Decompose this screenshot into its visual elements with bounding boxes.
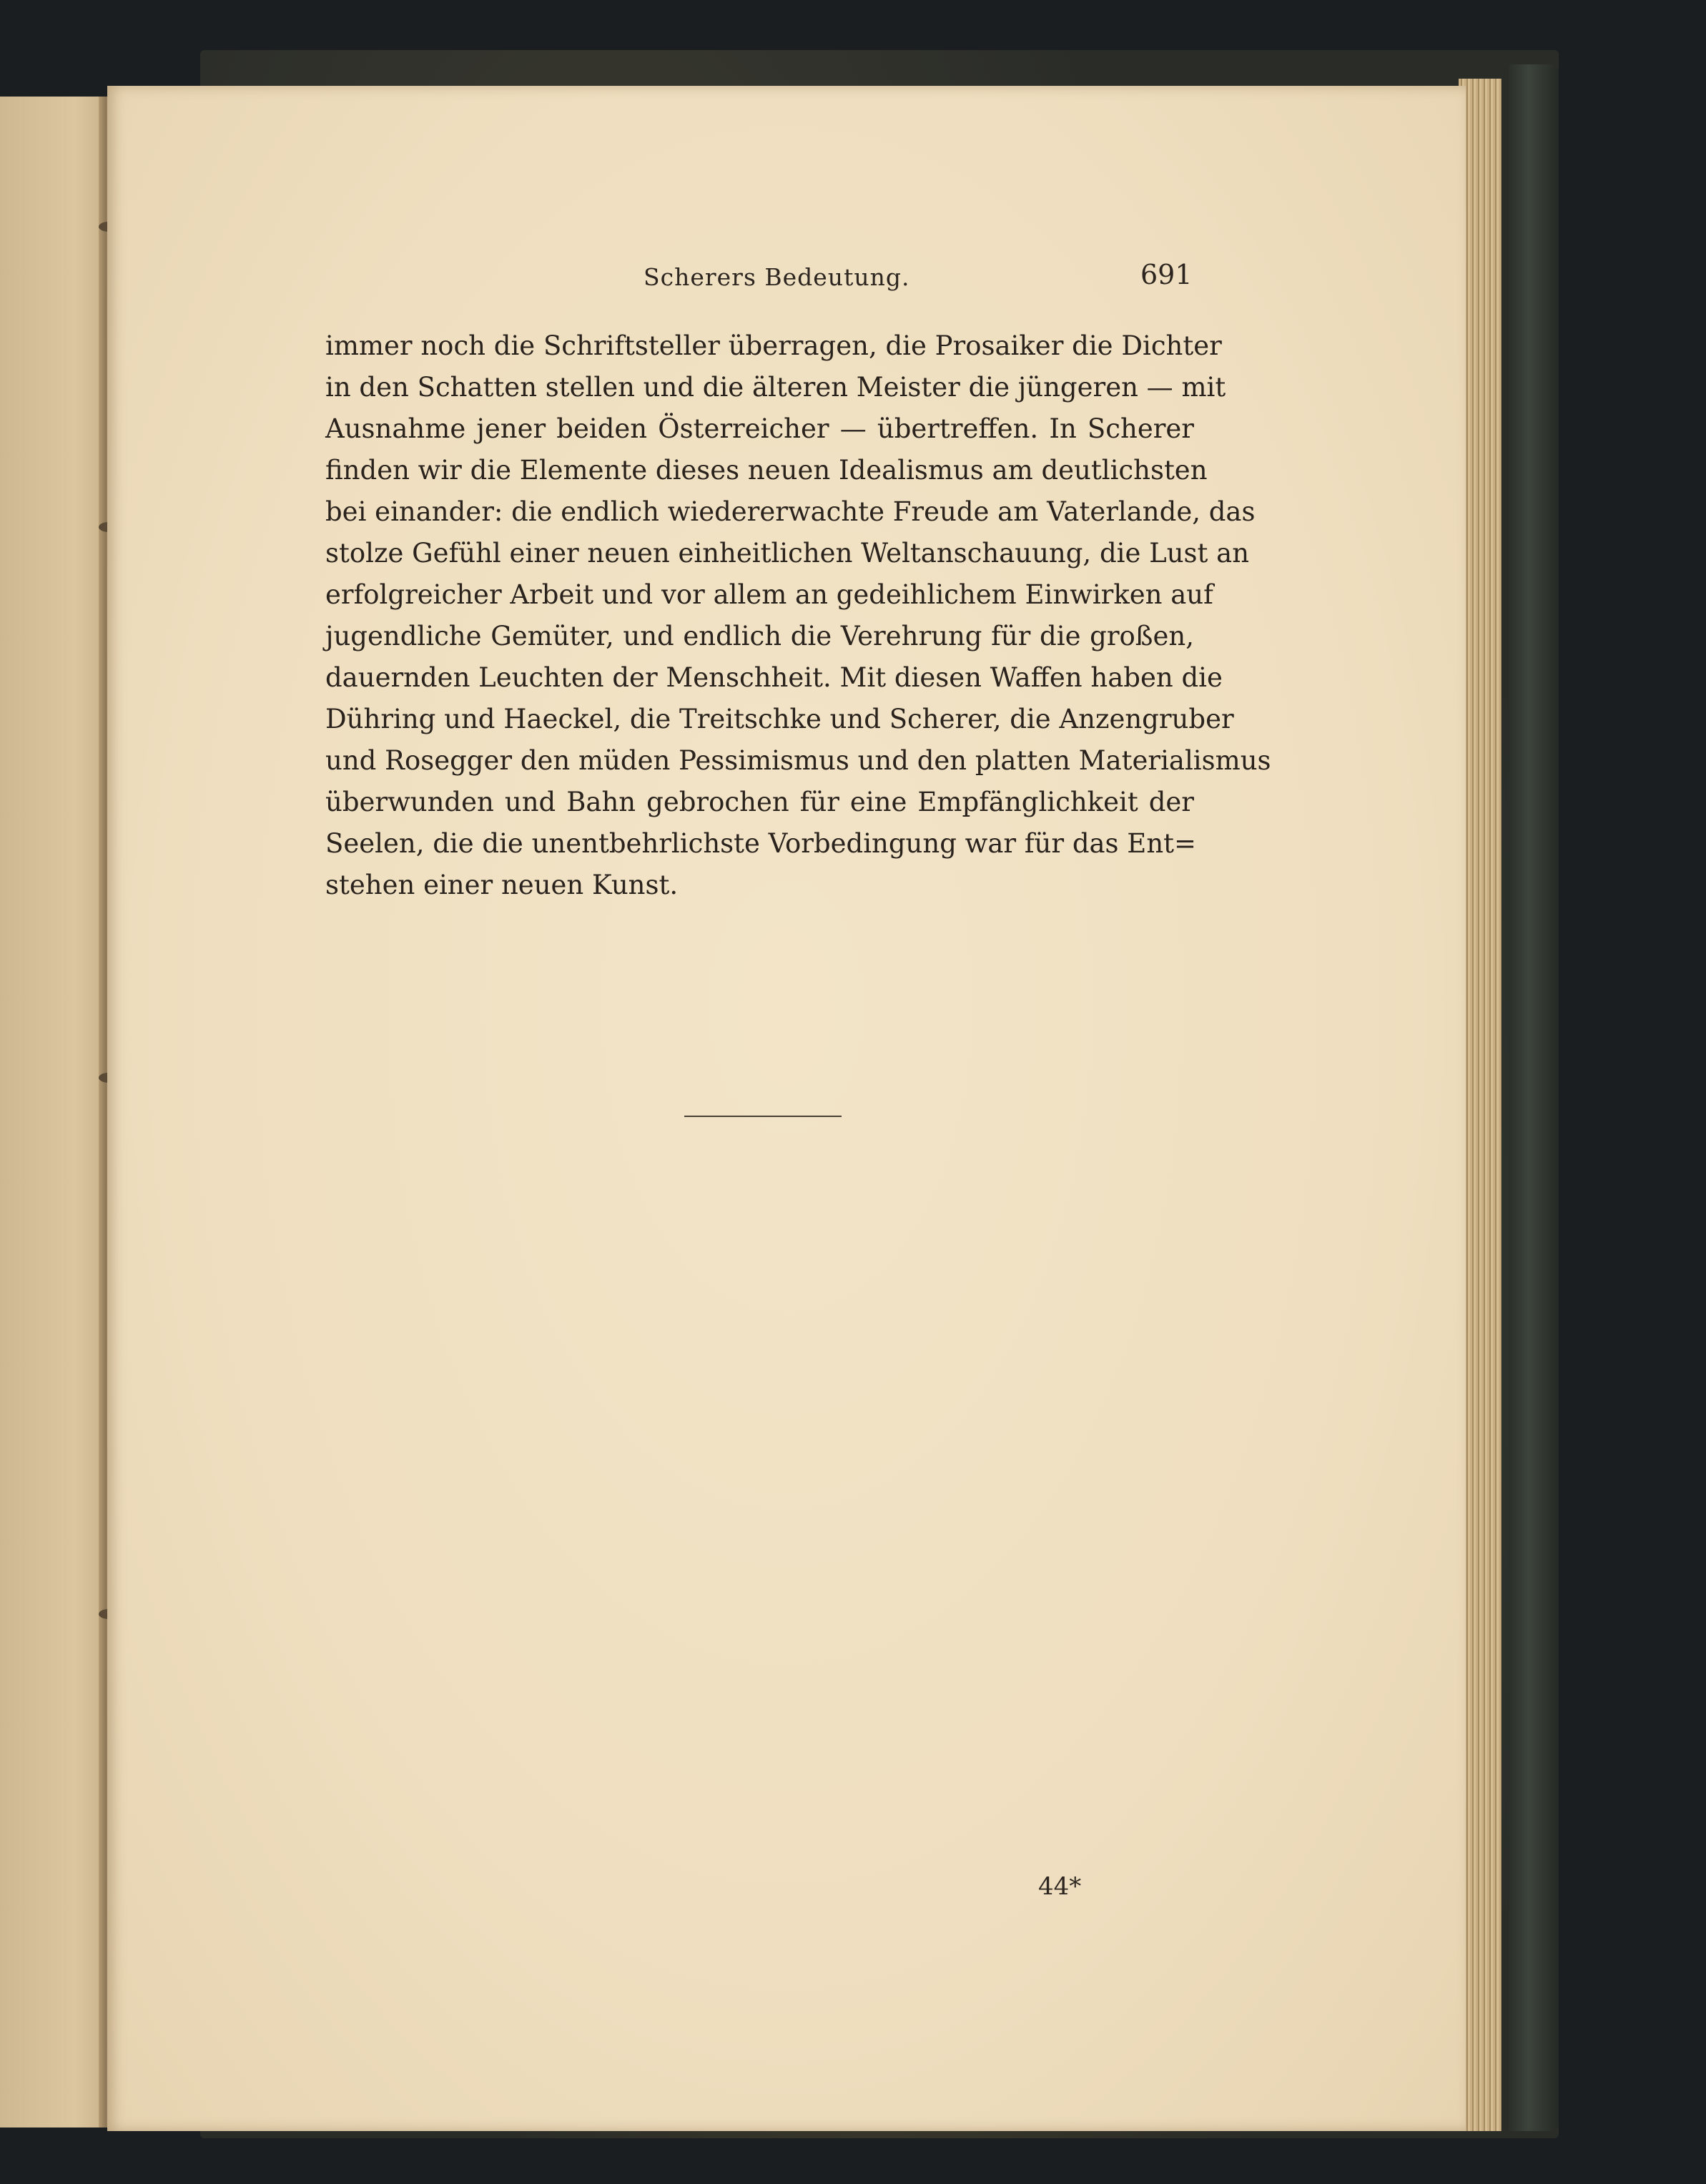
text-line: finden wir die Elemente dieses neuen Idealismus am deutlichsten	[325, 455, 1208, 486]
text-line: überwunden und Bahn gebrochen für eine Empfänglichkeit der	[325, 787, 1194, 817]
text-line: immer noch die Schriftsteller überragen, die Prosaiker die Dichter	[325, 330, 1222, 361]
running-head: Scherers Bedeutung.	[644, 263, 910, 291]
text-line: jugendliche Gemüter, und endlich die Verehrung für die großen,	[325, 621, 1194, 651]
text-line: Seelen, die die unentbehrlichste Vorbedingung war für das Ent=	[325, 828, 1197, 859]
body-text	[325, 325, 1271, 906]
text-line: erfolgreicher Arbeit und vor allem an gedeihlichem Einwirken auf	[325, 579, 1213, 610]
text-line: bei einander: die endlich wiedererwachte Freude am Vaterlande, das	[325, 496, 1256, 527]
text-line: stehen einer neuen Kunst.	[325, 870, 679, 900]
signature-mark: 44*	[1038, 1872, 1082, 1901]
text-line: Ausnahme jener beiden Österreicher — übertreffen. In Scherer	[325, 413, 1194, 444]
text-line: in den Schatten stellen und die älteren Meister die jüngeren — mit	[325, 372, 1226, 403]
text-line: und Rosegger den müden Pessimismus und den platten Materialismus	[325, 745, 1271, 776]
cover-edge	[1509, 64, 1559, 2131]
section-rule	[684, 1116, 842, 1117]
text-line: dauernden Leuchten der Menschheit. Mit diesen Waffen haben die	[325, 662, 1223, 693]
facing-page-edge	[0, 97, 107, 2128]
text-line: stolze Gefühl einer neuen einheitlichen Weltanschauung, die Lust an	[325, 538, 1250, 569]
page-number: 691	[1140, 259, 1193, 290]
text-line: Dühring und Haeckel, die Treitschke und Scherer, die Anzengruber	[325, 704, 1234, 734]
